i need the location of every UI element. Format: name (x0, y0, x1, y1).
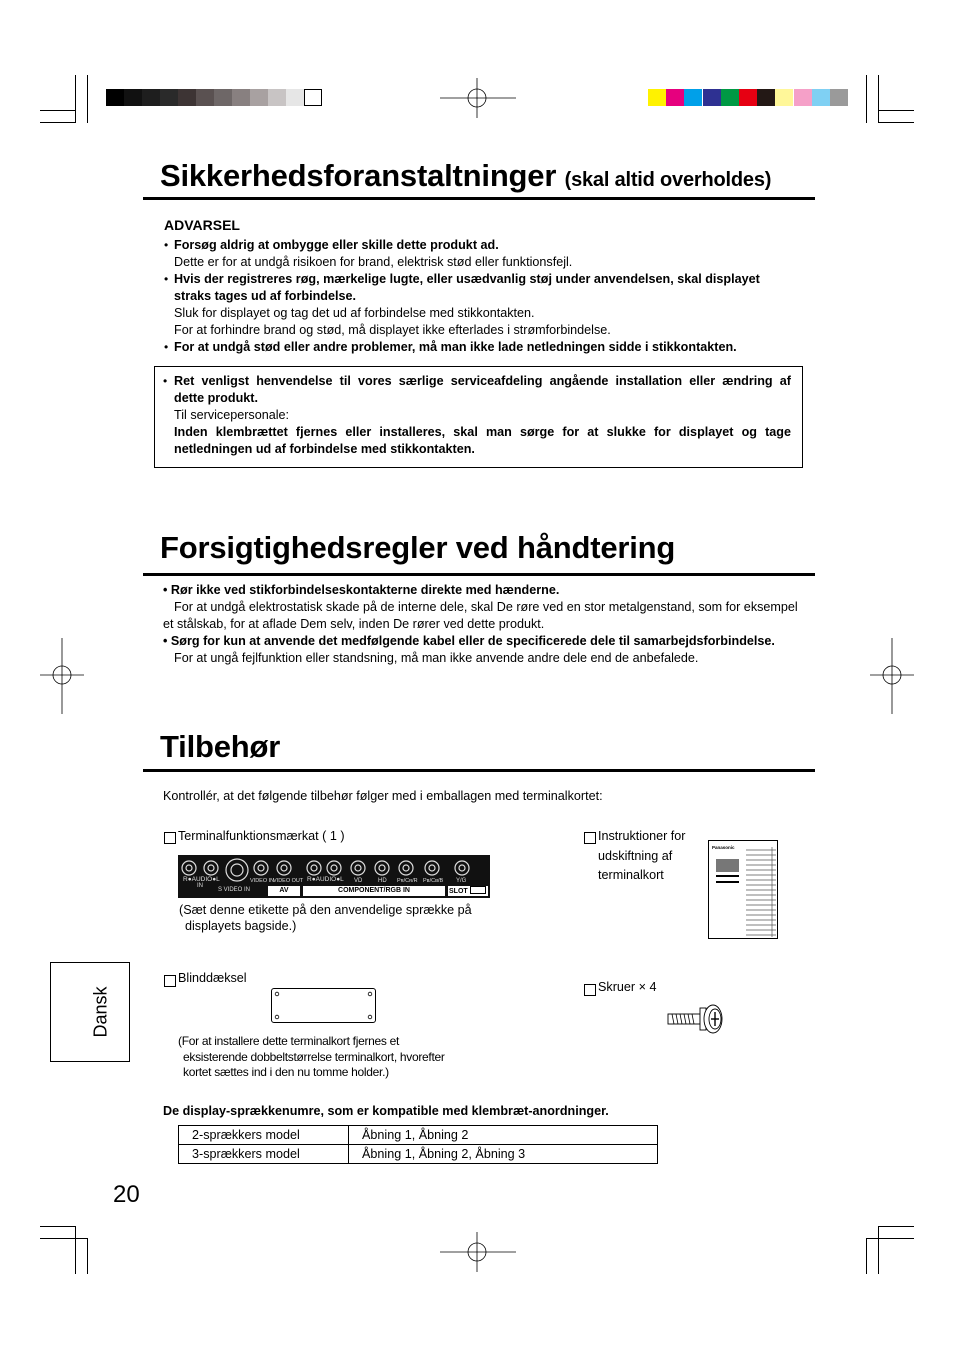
table-cell: 2-sprækkers model (179, 1126, 349, 1145)
warning-1-text: Dette er for at undgå risikoen for brand, elektrisk stød eller funktionsfejl. (174, 255, 573, 269)
service-line-5: netledningen ud af forbindelse med stikkontakten. (174, 442, 475, 456)
language-side-tab (50, 962, 130, 1062)
table-row (179, 1145, 658, 1164)
manual-brand-logo: Panasonic (712, 845, 735, 850)
color-swatch (684, 89, 702, 106)
item-instructions: udskiftning af (598, 849, 673, 863)
table-cell: Åbning 1, Åbning 2 (349, 1126, 658, 1145)
checkbox-icon (164, 975, 176, 987)
cover-screw-holes-icon (272, 989, 375, 1022)
terminal-label-note: displayets bagside.) (185, 919, 297, 933)
item-terminal-label: Terminalfunktionsmærkat ( 1 ) (178, 829, 345, 843)
handling-1-bold: • Rør ikke ved stikforbindelseskontakterne direkte med hænderne. (163, 583, 560, 597)
terminal-label-note: (Sæt denne etikette på den anvendelige sprække på (179, 903, 472, 917)
handling-2-text: For at ungå fejlfunktion eller standsning, må man ikke anvende andre dele end de anbefalede. (174, 651, 699, 665)
gray-swatch (214, 89, 232, 106)
handling-1-text: et stålskab, for at aflade Dem selv, inden De rører ved dette produkt. (163, 617, 545, 631)
label-vd: VD (354, 878, 363, 884)
warning-label: ADVARSEL (164, 217, 240, 233)
service-line-3: Til servicepersonale: (174, 408, 290, 422)
blank-cover-note: eksisterende dobbeltstørrelse terminalkort, hvorefter (183, 1050, 445, 1064)
service-line-1: Ret venligst henvendelse til vores særlige serviceafdeling angående installation eller ændring af (174, 374, 791, 388)
item-instructions: Instruktioner for (598, 829, 686, 843)
gray-swatch (196, 89, 214, 106)
terminal-label-illustration (178, 855, 490, 898)
table-cell: Åbning 1, Åbning 2, Åbning 3 (349, 1145, 658, 1164)
slot-compat-table (178, 1125, 658, 1164)
page-number: 20 (113, 1181, 140, 1208)
label-svideo: S VIDEO IN (218, 887, 251, 893)
table-cell: 3-sprækkers model (179, 1145, 349, 1164)
label-component: COMPONENT/RGB IN (303, 886, 445, 896)
color-swatch (703, 89, 721, 106)
color-swatch (721, 89, 739, 106)
compat-table-heading: De display-sprækkenumre, som er kompatible med klembræt-anordninger. (163, 1104, 609, 1118)
section-title-safety: Sikkerhedsforanstaltninger (skal altid overholdes) (160, 158, 772, 193)
bullet-icon: • (164, 340, 169, 354)
gray-swatch (268, 89, 286, 106)
handling-1-text: For at undgå elektrostatisk skade på de interne dele, skal De røre ved en stor metalgenstand, som for eksempel (174, 600, 798, 614)
label-yg: Y/G (456, 878, 467, 884)
crosshair-bottom-icon (440, 1232, 516, 1272)
gray-swatch (232, 89, 250, 106)
service-line-4: Inden klembrættet fjernes eller installeres, skal man sørge for at slukke for displayet og tage (174, 425, 791, 439)
title-rule (143, 769, 815, 772)
warning-2-bold-cont: straks tages ud af forbindelse. (174, 289, 356, 303)
crosshair-top-icon (440, 78, 516, 118)
bullet-icon: • (164, 272, 169, 286)
color-swatch (739, 89, 757, 106)
warning-3-bold: For at undgå stød eller andre problemer, må man ikke lade netledningen sidde i stikkontakten. (174, 340, 737, 354)
table-row (179, 1126, 658, 1145)
crosshair-left-icon (40, 638, 84, 714)
gray-swatch (250, 89, 268, 106)
bullet-icon: • (164, 238, 169, 252)
warning-2-text: For at forhindre brand og stød, må displayet ikke efterlades i strømforbindelse. (174, 323, 611, 337)
color-swatch (666, 89, 684, 106)
instruction-manual-illustration (708, 840, 778, 939)
color-swatch (757, 89, 775, 106)
label-pb: Pʙ/Cʙ/B (423, 878, 444, 884)
screw-icon (666, 1002, 726, 1036)
manual-text-lines-icon (746, 847, 778, 939)
gray-swatch (286, 89, 304, 106)
label-video-out: VIDEO OUT (273, 878, 304, 884)
blank-cover-note: (For at installere dette terminalkort fjernes et (178, 1034, 400, 1048)
side-tab-label: Dansk (90, 986, 111, 1038)
item-instructions: terminalkort (598, 868, 664, 882)
accessories-intro: Kontrollér, at det følgende tilbehør følger med i emballagen med terminalkortet: (163, 789, 603, 803)
blank-cover-illustration (271, 988, 376, 1023)
label-av: AV (268, 886, 300, 896)
color-swatch (812, 89, 830, 106)
label-video-in: VIDEO IN (250, 878, 275, 884)
gray-swatch (178, 89, 196, 106)
crosshair-right-icon (870, 638, 914, 714)
title-rule (143, 197, 815, 200)
service-line-2: dette produkt. (174, 391, 258, 405)
checkbox-icon (584, 984, 596, 996)
warning-2-bold: Hvis der registreres røg, mærkelige lugte, eller usædvanlig støj under anvendelsen, skal displayet (174, 272, 760, 286)
label-audio-2: R●AUDIO●L (307, 876, 344, 883)
section-title-handling: Forsigtighedsregler ved håndtering (160, 530, 676, 565)
gray-swatch (142, 89, 160, 106)
handling-2-bold: • Sørg for kun at anvende det medfølgende kabel eller de specificerede dele til samarbejdsforbindelse. (163, 634, 775, 648)
checkbox-icon (164, 832, 176, 844)
blank-cover-note: kortet sættes ind i den nu tomme holder.) (183, 1065, 389, 1079)
color-swatch (775, 89, 793, 106)
color-swatch (648, 89, 666, 106)
checkbox-icon (584, 832, 596, 844)
bullet-icon: • (163, 374, 168, 388)
label-in: IN (197, 883, 203, 889)
warning-1-bold: Forsøg aldrig at ombygge eller skille dette produkt ad. (174, 238, 499, 252)
section-title-accessories: Tilbehør (160, 729, 281, 764)
section-subtitle: (skal altid overholdes) (564, 169, 772, 191)
gray-swatch (160, 89, 178, 106)
gray-swatch (304, 89, 322, 106)
label-hd: HD (378, 878, 387, 884)
label-audio-1: R●AUDIO●L (183, 876, 220, 883)
color-swatch (830, 89, 848, 106)
label-pr: Pʀ/Cʀ/R (397, 878, 418, 884)
color-swatch (794, 89, 812, 106)
item-blank-cover: Blinddæksel (178, 971, 247, 985)
label-slot: SLOT (448, 886, 488, 896)
item-screws: Skruer × 4 (598, 980, 657, 994)
gray-swatch (124, 89, 142, 106)
warning-2-text: Sluk for displayet og tag det ud af forbindelse med stikkontakten. (174, 306, 535, 320)
gray-swatch (106, 89, 124, 106)
service-notice-box (154, 366, 803, 468)
title-rule (143, 573, 815, 576)
